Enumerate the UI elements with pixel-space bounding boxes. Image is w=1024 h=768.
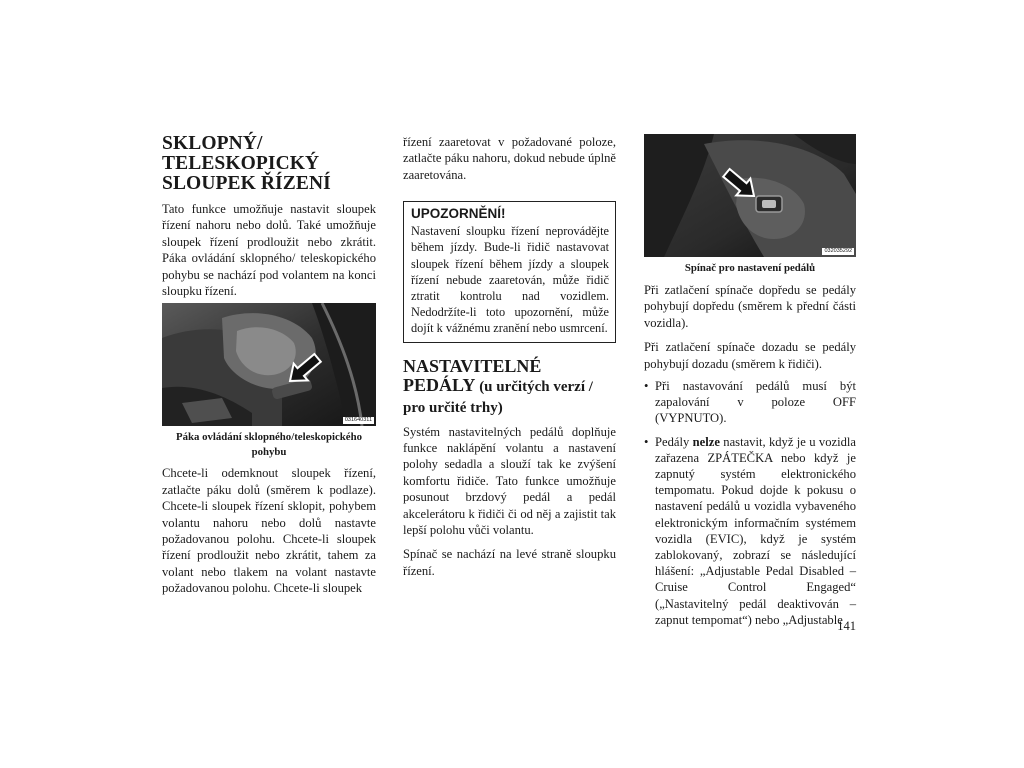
image-reference-code: 032035292: [824, 248, 852, 254]
section-heading-adjustable-pedals: [403, 357, 616, 418]
switch-backward-paragraph: Při zatlačení spínače dozadu se pedály pohybují dozadu (směrem k řidiči).: [644, 340, 856, 371]
notes-list: [644, 378, 856, 628]
pedal-switch-illustration: [644, 134, 856, 257]
body-paragraph: Chcete-li odemknout sloupek řízení, zatlačte páku dolů (směrem k podlaze). Chcete-li sloupek řízení sklopit, pohybem volantu nahoru nebo dolů nastavte požadovanou polohu. Chcete-li sloupek řízení prodloužit nebo zkrátit, tahem za volant nebo tlakem na volant nastavte požadovanou polohu. Chcete-li sloupek: [162, 466, 376, 596]
pedal-switch-photo: [644, 134, 856, 257]
list-item: • Při nastavování pedálů musí být zapalování v poloze OFF (VYPNUTO).: [644, 378, 856, 427]
switch-forward-paragraph: Při zatlačení spínače dopředu se pedály pohybují dopředu (směrem k přední části vozidla).: [644, 283, 856, 330]
list-item-emphasis: nelze: [692, 434, 720, 449]
heading-main-text: NASTAVITELNÉ PEDÁLY: [403, 355, 542, 395]
column-middle: [403, 134, 616, 579]
list-item-text-rest: nastavit, když je u vozidla zařazena ZPÁTEČKA nebo když je zapnutý systém elektronického tempomatu. Pokud dojde k pokusu o nastavení pedálů u vozidla vybaveného elektronickým informačním systémem vozidla (EVIC), když je systém zablokovaný, zobrazí se následující hlášení: „Adjustable Pedal Disabled – Cruise Control Engaged“ („Nastavitelný pedál deaktivován – zapnut tempomat“) nebo „Adjustable: [655, 434, 856, 627]
page-number: 141: [837, 619, 856, 633]
column-left: [162, 134, 376, 597]
warning-title: UPOZORNĚNÍ!: [411, 206, 506, 222]
image-reference-code: 031640311: [344, 417, 372, 424]
photo-caption: Páka ovládání sklopného/teleskopického pohybu: [176, 431, 362, 459]
steering-lever-illustration: [162, 303, 376, 426]
heading-line: SKLOPNÝ/: [162, 133, 263, 154]
heading-qualifier-text: (u určitých verzí / pro určité trhy): [403, 378, 593, 416]
pedals-description-paragraph: Systém nastavitelných pedálů doplňuje funkce naklápění volantu a nastavení polohy sedadla a slouží tak ke zvýšení komfortu řidiče. Tato funkce umožňuje posunout brzdový pedál a pedál akcelerátoru k řidiči či od něj a zajistit tak lepší polohu vůči volantu.: [403, 424, 616, 538]
heading-line: SLOUPEK ŘÍZENÍ: [162, 173, 331, 194]
heading-line: TELESKOPICKÝ: [162, 153, 320, 174]
list-item: [644, 434, 856, 628]
warning-box: [403, 201, 616, 342]
list-item-text-start: Pedály: [655, 434, 693, 449]
switch-location-paragraph: Spínač se nachází na levé straně sloupku řízení.: [403, 547, 616, 578]
intro-paragraph: Tato funkce umožňuje nastavit sloupek řízení nahoru nebo dolů. Také umožňuje sloupek řízení prodloužit nebo zkrátit. Páka ovládání sklopného/ teleskopického pohybu se nachází pod volantem na konci sloupku řízení.: [162, 202, 376, 299]
warning-text: Nastavení sloupku řízení neprovádějte během jízdy. Bude-li řidič nastavovat sloupek řízení během jízdy a sloupek řízení nebude zaaretován, může řidič ztratit kontrolu nad vozidlem. Nedodržíte-li toto upozornění, může dojít k vážnému zranění nebo usmrcení.: [411, 224, 609, 336]
section-heading-steering-column: [162, 134, 376, 194]
continuation-paragraph: řízení zaaretovat v požadované poloze, zatlačte páku nahoru, dokud nebude úplně zaaretována.: [403, 135, 616, 182]
photo-caption: Spínač pro nastavení pedálů: [684, 262, 816, 274]
column-right: [644, 134, 856, 628]
steering-lever-photo: [162, 303, 376, 426]
